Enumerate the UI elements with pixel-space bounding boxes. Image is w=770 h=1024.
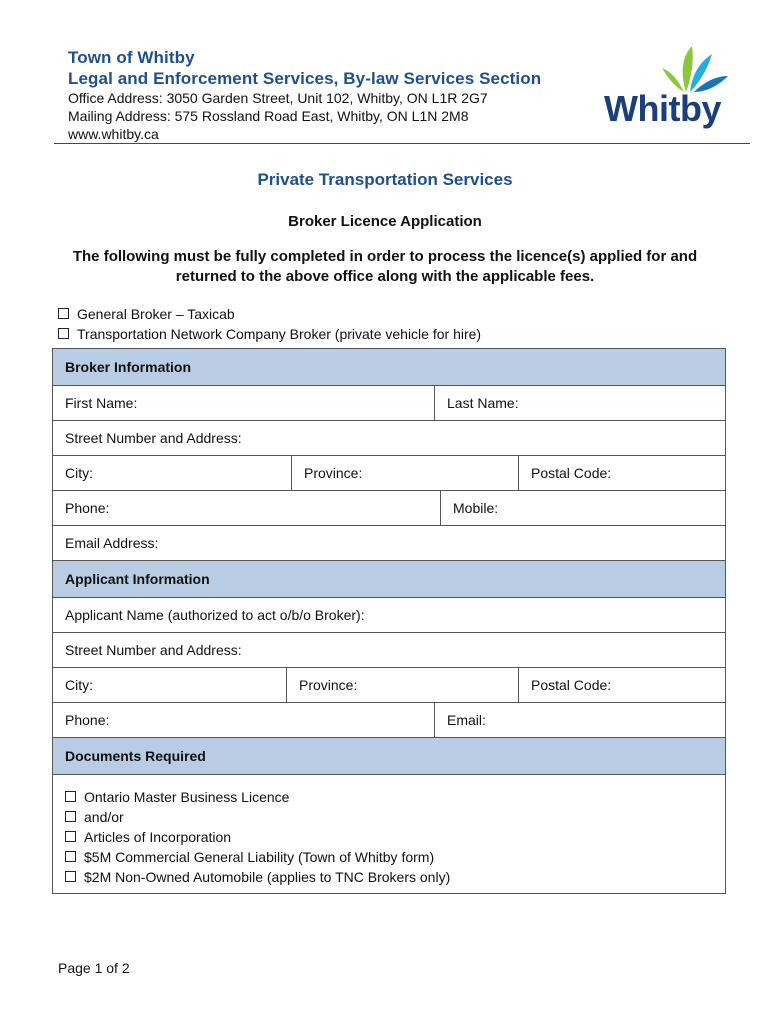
org-name: Town of Whitby — [68, 48, 195, 67]
document-label: $2M Non-Owned Automobile (applies to TNC Brokers only) — [84, 869, 451, 885]
broker-street-field[interactable]: Street Number and Address: — [53, 421, 726, 456]
document-item — [65, 807, 713, 827]
checkbox-icon[interactable] — [58, 328, 69, 339]
broker-first-name-field[interactable]: First Name: — [53, 386, 435, 421]
broker-city-field[interactable]: City: — [53, 456, 292, 491]
document-item — [65, 867, 713, 887]
department-name: Legal and Enforcement Services, By-law Services Section — [68, 69, 542, 88]
documents-list — [53, 775, 726, 894]
applicant-email-field[interactable]: Email: — [435, 703, 726, 738]
program-title: Private Transportation Services — [257, 170, 513, 189]
broker-section-heading: Broker Information — [53, 349, 726, 386]
logo-wordmark: Whitby — [604, 88, 721, 129]
checkbox-icon[interactable] — [65, 811, 76, 822]
option-label: General Broker – Taxicab — [77, 306, 235, 322]
broker-mobile-field[interactable]: Mobile: — [441, 491, 726, 526]
broker-last-name-field[interactable]: Last Name: — [435, 386, 726, 421]
checkbox-icon[interactable] — [65, 831, 76, 842]
mailing-address: Mailing Address: 575 Rossland Road East, Whitby, ON L1N 2M8 — [68, 108, 469, 124]
office-address: Office Address: 3050 Garden Street, Unit 102, Whitby, ON L1R 2G7 — [68, 90, 488, 106]
applicant-province-field[interactable]: Province: — [287, 668, 519, 703]
applicant-street-field[interactable]: Street Number and Address: — [53, 633, 726, 668]
leaf-icon — [600, 44, 730, 94]
applicant-postal-code-field[interactable]: Postal Code: — [519, 668, 726, 703]
whitby-logo — [600, 44, 730, 136]
broker-email-field[interactable]: Email Address: — [53, 526, 726, 561]
form-title: Broker Licence Application — [288, 213, 482, 230]
header-divider — [54, 143, 750, 144]
option-label: Transportation Network Company Broker (private vehicle for hire) — [77, 326, 482, 342]
broker-postal-code-field[interactable]: Postal Code: — [519, 456, 726, 491]
checkbox-icon[interactable] — [58, 308, 69, 319]
document-item — [65, 827, 713, 847]
website-link[interactable]: www.whitby.ca — [68, 126, 159, 142]
document-item — [65, 787, 713, 807]
letterhead — [68, 47, 541, 143]
document-item — [65, 847, 713, 867]
broker-province-field[interactable]: Province: — [292, 456, 519, 491]
checkbox-icon[interactable] — [65, 851, 76, 862]
document-label: and/or — [84, 809, 124, 825]
licence-option-general — [58, 304, 481, 324]
page-number: Page 1 of 2 — [58, 960, 130, 976]
document-label: Ontario Master Business Licence — [84, 789, 290, 805]
applicant-city-field[interactable]: City: — [53, 668, 287, 703]
applicant-name-field[interactable]: Applicant Name (authorized to act o/b/o Broker): — [53, 598, 726, 633]
applicant-section-heading: Applicant Information — [53, 561, 726, 598]
applicant-phone-field[interactable]: Phone: — [53, 703, 435, 738]
documents-section-heading: Documents Required — [53, 738, 726, 775]
checkbox-icon[interactable] — [65, 791, 76, 802]
broker-phone-field[interactable]: Phone: — [53, 491, 441, 526]
licence-options — [58, 304, 481, 344]
document-label: $5M Commercial General Liability (Town of Whitby form) — [84, 849, 435, 865]
licence-option-tnc — [58, 324, 481, 344]
instructions: The following must be fully completed in order to process the licence(s) applied for and returned to the above office along with the applicable fees. — [72, 248, 698, 285]
document-label: Articles of Incorporation — [84, 829, 232, 845]
application-form-table — [52, 348, 726, 894]
checkbox-icon[interactable] — [65, 871, 76, 882]
